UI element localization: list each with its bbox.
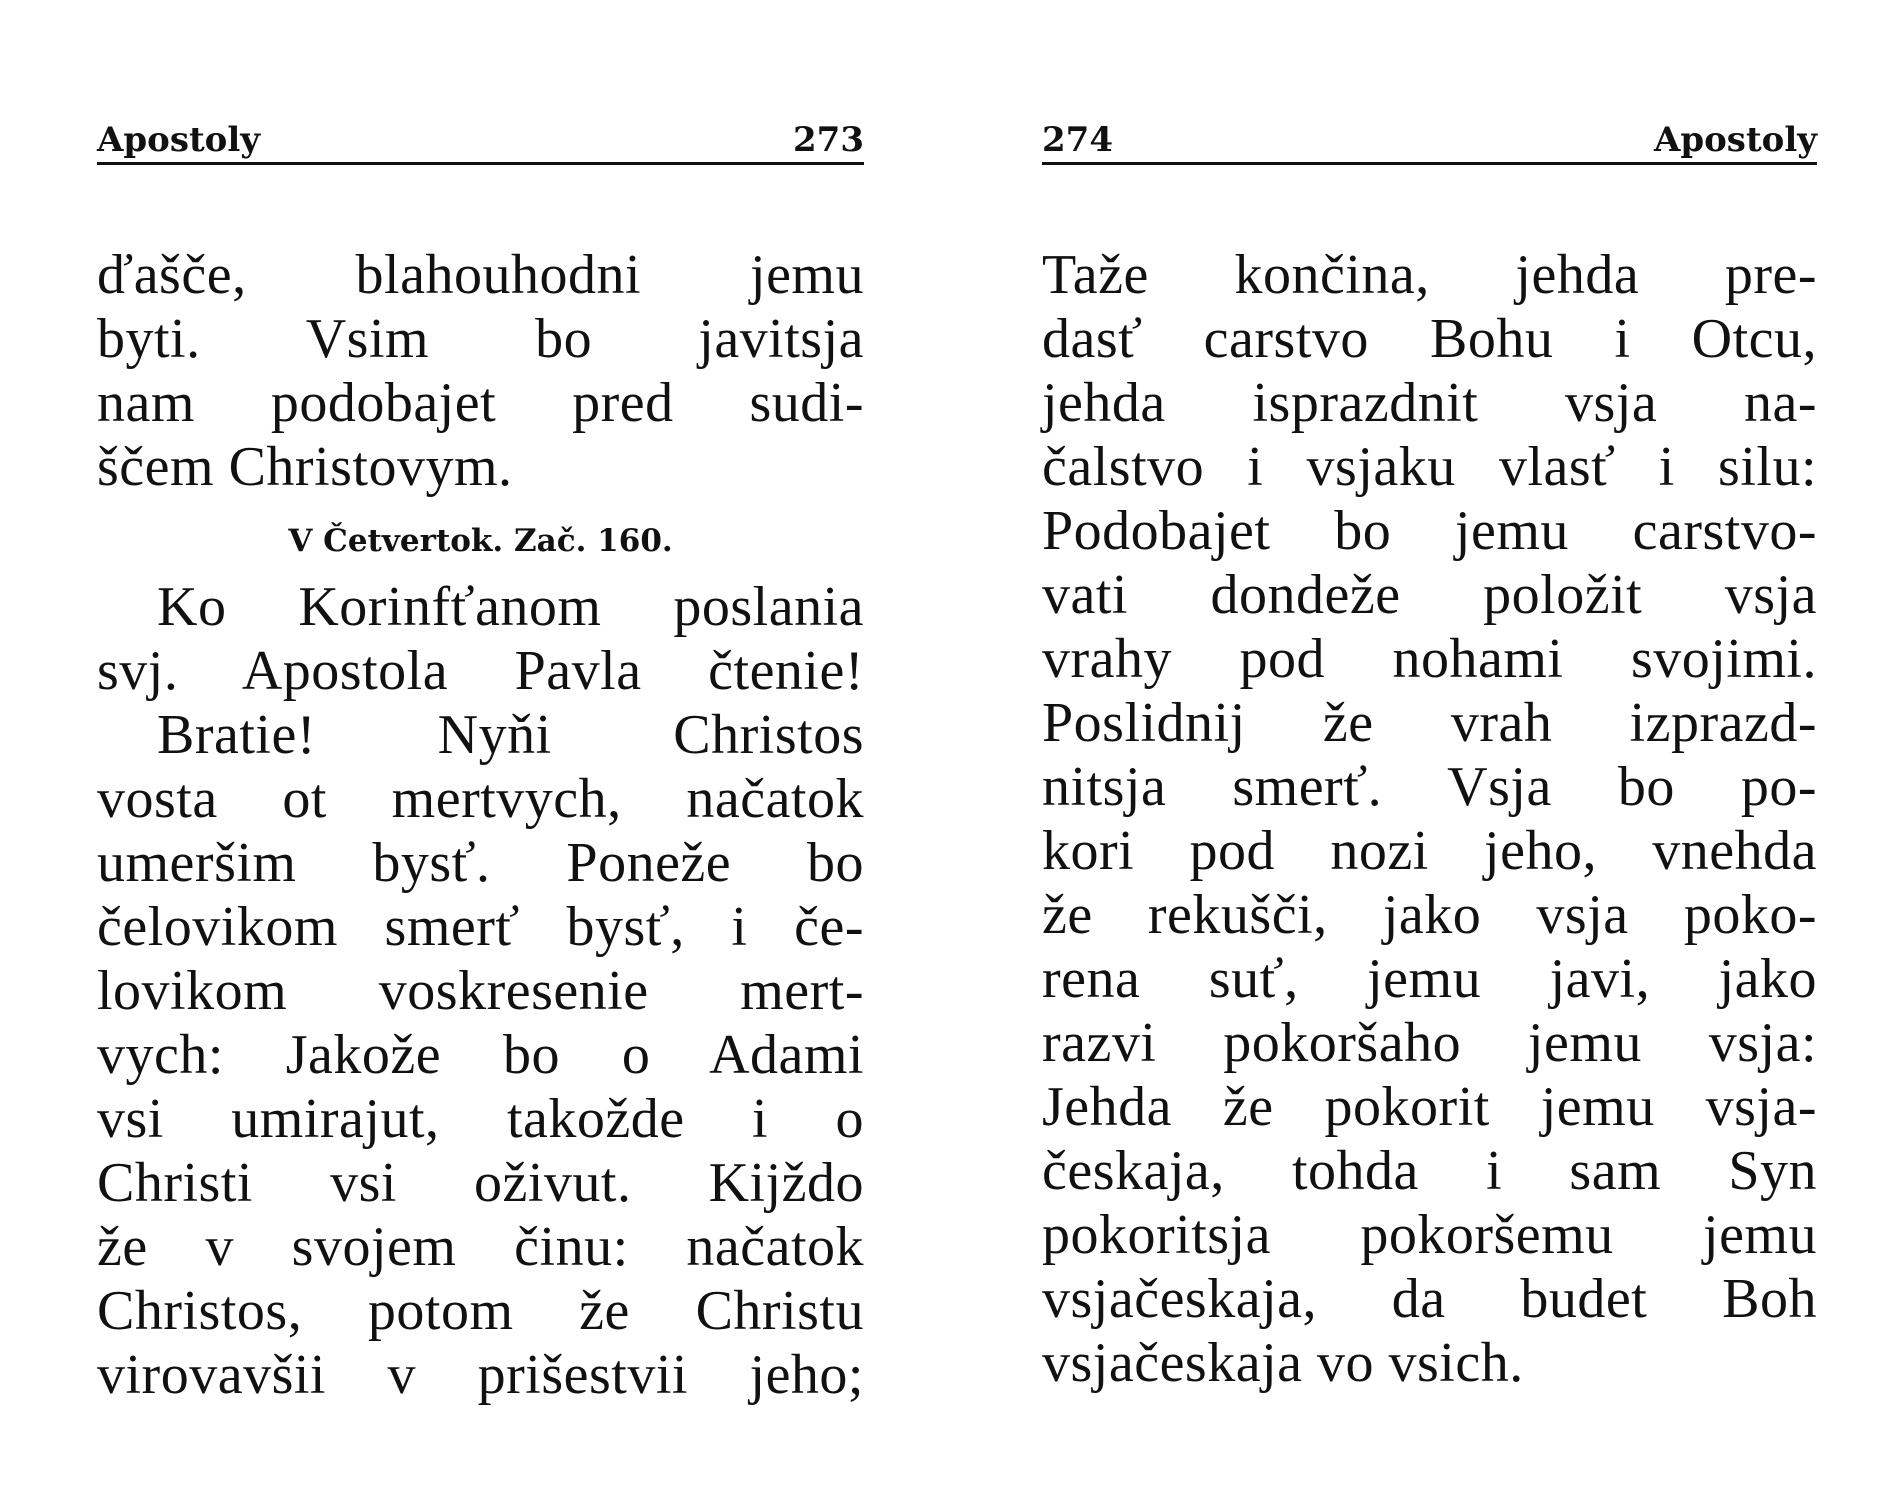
- text-line: že v svojem činu: načatok: [97, 1216, 864, 1278]
- text-line: pokoritsja pokoršemu jemu: [1042, 1204, 1817, 1266]
- left-text-block: [97, 243, 864, 1407]
- text-line: vrahy pod nohami svojimi.: [1042, 628, 1817, 690]
- text-line: vych: Jakože bo o Adami: [97, 1024, 864, 1086]
- text-line: Jehda že pokorit jemu vsja-: [1042, 1076, 1817, 1138]
- text-line: dasť carstvo Bohu i Otcu,: [1042, 308, 1817, 370]
- text-line: Ko Korinfťanom poslania: [157, 576, 864, 638]
- text-line: lovikom voskresenie mert-: [97, 960, 864, 1022]
- text-line: nitsja smerť. Vsja bo po-: [1042, 756, 1817, 818]
- text-line: Podobajet bo jemu carstvo-: [1042, 500, 1817, 562]
- text-line: čelovikom smerť bysť, i če-: [97, 896, 864, 958]
- text-line: vsi umirajut, takožde i o: [97, 1088, 864, 1150]
- right-running-head-title: Apostoly: [1653, 120, 1817, 160]
- section-heading: V Četvertok. Zač. 160.: [288, 523, 673, 559]
- text-line: svj. Apostola Pavla čtenie!: [97, 640, 864, 702]
- text-line: ščem Christovym.: [97, 436, 513, 498]
- text-line: nam podobajet pred sudi-: [97, 372, 864, 434]
- left-running-head: [97, 118, 864, 165]
- text-line: vsjačeskaja, da budet Boh: [1042, 1268, 1817, 1330]
- text-line: virovavšii v prišestvii jeho;: [97, 1344, 864, 1406]
- text-line: vati dondeže položit vsja: [1042, 564, 1817, 626]
- text-line: vosta ot mertvych, načatok: [97, 768, 864, 830]
- right-page-number: 274: [1042, 120, 1113, 160]
- left-page-number: 273: [793, 120, 864, 160]
- left-running-head-title: Apostoly: [97, 120, 261, 160]
- text-line: Christi vsi oživut. Kijždo: [97, 1152, 864, 1214]
- right-text-block: [1042, 243, 1817, 1395]
- text-line: Bratie! Nyňi Christos: [157, 704, 864, 766]
- text-line: umeršim bysť. Poneže bo: [97, 832, 864, 894]
- text-line: rena suť, jemu javi, jako: [1042, 948, 1817, 1010]
- text-line: Christos, potom že Christu: [97, 1280, 864, 1342]
- text-line: čalstvo i vsjaku vlasť i silu:: [1042, 436, 1817, 498]
- text-line: razvi pokoršaho jemu vsja:: [1042, 1012, 1817, 1074]
- text-line: jehda isprazdnit vsja na-: [1042, 372, 1817, 434]
- text-line: Poslidnij že vrah izprazd-: [1042, 692, 1817, 754]
- text-line: vsjačeskaja vo vsich.: [1042, 1332, 1524, 1394]
- text-line: byti. Vsim bo javitsja: [97, 308, 864, 370]
- text-line: kori pod nozi jeho, vnehda: [1042, 820, 1817, 882]
- text-line: že rekušči, jako vsja poko-: [1042, 884, 1817, 946]
- text-line: ďašče, blahouhodni jemu: [97, 244, 864, 306]
- right-running-head: [1042, 118, 1817, 165]
- text-line: Taže končina, jehda pre-: [1042, 244, 1817, 306]
- text-line: českaja, tohda i sam Syn: [1042, 1140, 1817, 1202]
